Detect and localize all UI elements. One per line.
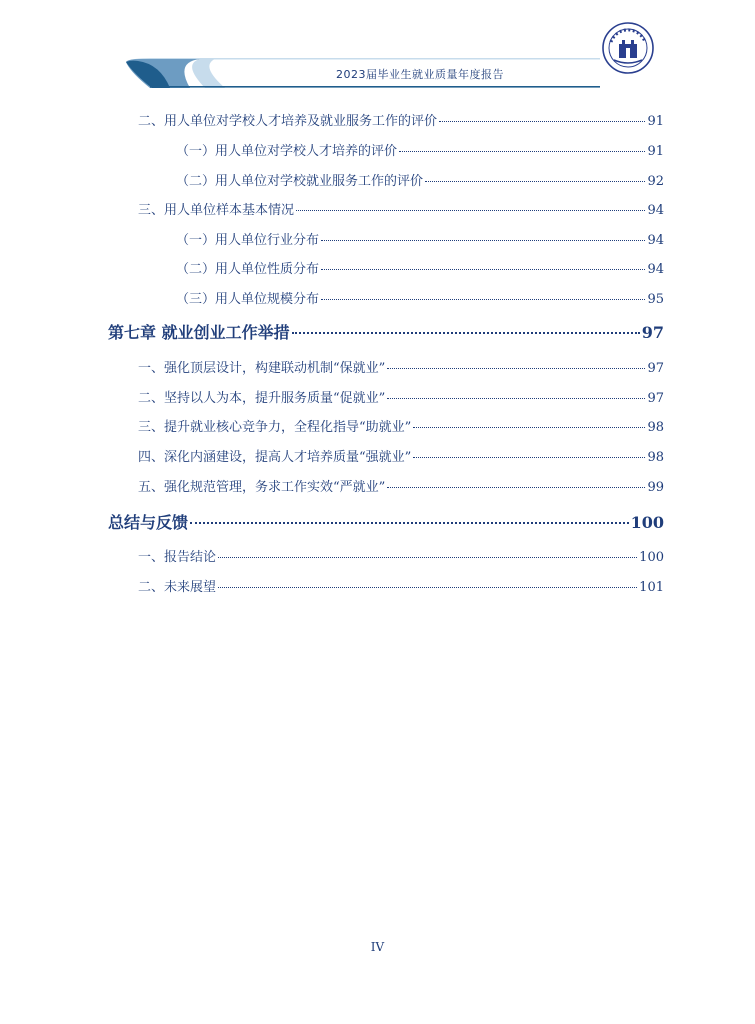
- dot-leader: [218, 586, 637, 588]
- toc-entry-label: 四、深化内涵建设，提高人才培养质量“强就业”: [138, 450, 412, 465]
- toc-chapter-entry[interactable]: [108, 510, 664, 533]
- dot-leader: [387, 486, 645, 488]
- toc-entry-page: 101: [639, 580, 664, 595]
- toc-entry[interactable]: [138, 357, 664, 376]
- toc-entry[interactable]: [176, 288, 664, 307]
- toc-entry[interactable]: [138, 446, 664, 465]
- dot-leader: [321, 298, 645, 300]
- toc-entry-page: 98: [647, 420, 664, 435]
- dot-leader: [321, 239, 645, 241]
- toc-entry-label: （一）用人单位对学校人才培养的评价: [176, 144, 398, 159]
- toc-chapter-label: 总结与反馈: [108, 513, 189, 532]
- dot-leader: [413, 426, 645, 428]
- dot-leader: [296, 209, 645, 211]
- toc-entry-label: 五、强化规范管理，务求工作实效“严就业”: [138, 480, 386, 495]
- toc-entry[interactable]: [176, 170, 664, 189]
- toc-entry[interactable]: [138, 110, 664, 129]
- toc-entry-page: 92: [647, 174, 664, 189]
- toc-entry-page: 94: [647, 233, 664, 248]
- toc-entry[interactable]: [176, 229, 664, 248]
- toc-entry[interactable]: [138, 199, 664, 218]
- toc-entry-label: 二、未来展望: [138, 580, 217, 595]
- dot-leader: [439, 120, 645, 122]
- toc-entry[interactable]: [138, 416, 664, 435]
- toc-entry-page: 94: [647, 262, 664, 277]
- report-title: 2023届毕业生就业质量年度报告: [336, 68, 504, 81]
- dot-leader: [425, 180, 645, 182]
- toc-entry-page: 91: [647, 144, 664, 159]
- toc-entry-label: 二、用人单位对学校人才培养及就业服务工作的评价: [138, 114, 438, 129]
- toc-entry-label: 一、强化顶层设计，构建联动机制“保就业”: [138, 361, 386, 376]
- toc-entry-label: （二）用人单位对学校就业服务工作的评价: [176, 174, 424, 189]
- toc-entry[interactable]: [138, 576, 664, 595]
- toc-entry[interactable]: [138, 546, 664, 565]
- toc-entry-page: 100: [639, 550, 664, 565]
- toc-entry[interactable]: [176, 140, 664, 159]
- toc-entry-page: 99: [647, 480, 664, 495]
- dot-leader: [387, 397, 645, 399]
- dot-leader: [413, 456, 645, 458]
- page-number: IV: [370, 940, 385, 954]
- toc-entry-label: （二）用人单位性质分布: [176, 262, 320, 277]
- toc-entry-label: 二、坚持以人为本，提升服务质量“促就业”: [138, 391, 386, 406]
- toc-entry-label: 一、报告结论: [138, 550, 217, 565]
- toc-chapter-page: 100: [630, 513, 664, 532]
- dot-leader: [190, 521, 629, 524]
- toc-entry-page: 94: [647, 203, 664, 218]
- toc-chapter-page: 97: [641, 323, 664, 342]
- toc-entry-page: 91: [647, 114, 664, 129]
- toc-entry[interactable]: [176, 258, 664, 277]
- toc-entry-label: 三、提升就业核心竞争力，全程化指导“助就业”: [138, 420, 412, 435]
- toc-entry-label: （一）用人单位行业分布: [176, 233, 320, 248]
- toc-entry-label: 三、用人单位样本基本情况: [138, 203, 295, 218]
- dot-leader: [218, 556, 637, 558]
- toc-entry-page: 98: [647, 450, 664, 465]
- toc-entry-label: （三）用人单位规模分布: [176, 292, 320, 307]
- dot-leader: [292, 331, 640, 334]
- dot-leader: [387, 367, 645, 369]
- toc-entry-page: 95: [647, 292, 664, 307]
- toc-entry[interactable]: [138, 387, 664, 406]
- toc-chapter-label: 第七章 就业创业工作举措: [108, 323, 290, 342]
- toc-entry-page: 97: [647, 391, 664, 406]
- toc-entry[interactable]: [138, 476, 664, 495]
- toc-entry-page: 97: [647, 361, 664, 376]
- toc-chapter-entry[interactable]: [108, 320, 664, 343]
- dot-leader: [399, 150, 645, 152]
- dot-leader: [321, 268, 645, 270]
